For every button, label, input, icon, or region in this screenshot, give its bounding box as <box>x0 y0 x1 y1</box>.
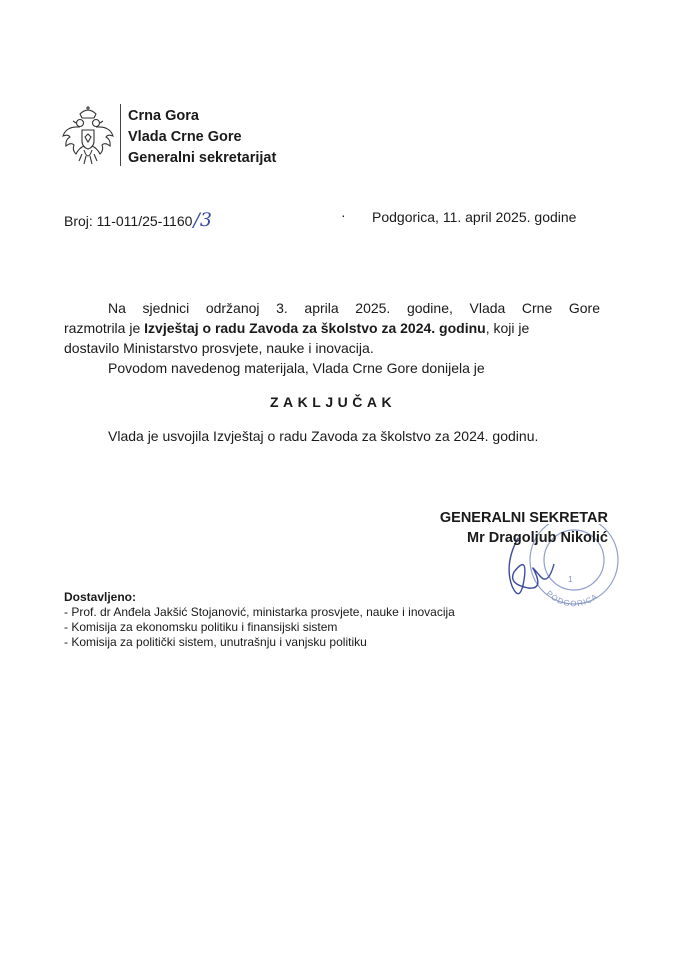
handwritten-number: /3 <box>193 209 212 231</box>
reference-number <box>64 209 212 231</box>
paragraph-line-4: Povodom navedenog materijala, Vlada Crne Gore donijela je <box>108 360 485 376</box>
conclusion-heading: ZAKLJUČAK <box>270 394 397 410</box>
header-divider <box>120 104 121 166</box>
stamp-text: PODGORICA <box>544 588 600 609</box>
svg-text:PODGORICA <box>545 589 600 608</box>
paragraph-text: , koji je <box>485 320 530 336</box>
body-paragraph <box>64 298 600 378</box>
report-title: Izvještaj o radu Zavoda za školstvo za 2024. godinu <box>144 320 486 336</box>
signatory-name: Mr Dragoljub Nikolić <box>467 530 608 546</box>
paragraph-line-2 <box>64 318 600 338</box>
svg-text:1: 1 <box>568 575 573 584</box>
header-secretariat: Generalni sekretarijat <box>128 150 277 166</box>
document-date: Podgorica, 11. april 2025. godine <box>372 209 577 225</box>
decision-text: Vlada je usvojila Izvještaj o radu Zavoda za školstvo za 2024. godinu. <box>108 428 539 444</box>
signatory-title: GENERALNI SEKRETAR <box>439 510 608 526</box>
distribution-title: Dostavljeno: <box>64 590 137 604</box>
stray-mark: · <box>341 207 346 223</box>
paragraph-line-1: Na sjednici održanoj 3. aprila 2025. godine, Vlada Crne Gore <box>108 300 600 316</box>
header-government: Vlada Crne Gore <box>128 129 242 145</box>
distribution-item: - Prof. dr Anđela Jakšić Stojanović, ministarka prosvjete, nauke i inovacija <box>64 605 455 619</box>
coat-of-arms-icon <box>60 104 116 168</box>
signature-block <box>398 508 608 548</box>
distribution-item: - Komisija za politički sistem, unutrašnju i vanjsku politiku <box>64 635 367 649</box>
distribution-list <box>64 590 455 650</box>
paragraph-line-3: dostavilo Ministarstvo prosvjete, nauke i inovacija. <box>64 340 374 356</box>
distribution-item: - Komisija za ekonomsku politiku i finansijski sistem <box>64 620 338 634</box>
institution-header <box>128 106 276 169</box>
reference-label: Broj: 11-011/25-1160 <box>64 213 193 229</box>
paragraph-text: razmotrila je <box>64 320 145 336</box>
header-country: Crna Gora <box>128 108 199 124</box>
